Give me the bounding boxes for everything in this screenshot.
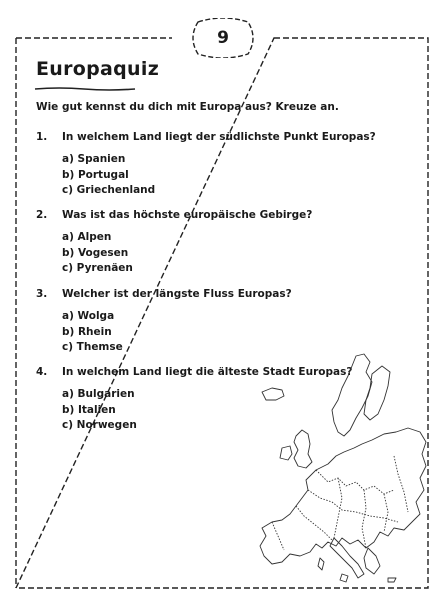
answers-1 <box>62 152 155 199</box>
page-title: Europaquiz <box>36 58 160 80</box>
europe-map-outline-icon <box>238 352 430 588</box>
answer-option[interactable]: c) Themse <box>62 341 123 353</box>
question-text: Welcher ist der längste Fluss Europas? <box>62 288 292 300</box>
page-number: 9 <box>217 28 229 48</box>
answers-2 <box>62 230 133 277</box>
answer-option[interactable]: a) Spanien <box>62 153 126 165</box>
question-number: 3. <box>36 288 48 300</box>
answer-option[interactable]: b) Rhein <box>62 325 112 338</box>
answer-option[interactable]: b) Portugal <box>62 168 129 181</box>
title-underline <box>34 86 136 92</box>
answer-option[interactable]: c) Pyrenäen <box>62 262 133 274</box>
answer-option[interactable]: a) Wolga <box>62 310 115 322</box>
question-3 <box>36 288 292 300</box>
question-number: 4. <box>36 366 48 378</box>
answers-4 <box>62 387 137 434</box>
answer-option[interactable]: c) Griechenland <box>62 184 156 196</box>
answer-option[interactable]: b) Vogesen <box>62 246 129 259</box>
question-text: Was ist das höchste europäische Gebirge? <box>62 209 313 221</box>
question-number: 2. <box>36 209 48 221</box>
answer-option[interactable]: c) Norwegen <box>62 419 137 431</box>
question-text: In welchem Land liegt die älteste Stadt Europas? <box>62 366 353 378</box>
page-number-badge <box>188 18 258 58</box>
answer-option[interactable]: a) Bulgarien <box>62 388 135 400</box>
question-text: In welchem Land liegt der südlichste Punkt Europas? <box>62 131 376 143</box>
question-2 <box>36 209 312 221</box>
answer-option[interactable]: b) Italien <box>62 403 116 416</box>
answer-option[interactable]: a) Alpen <box>62 231 112 243</box>
question-1 <box>36 131 376 143</box>
question-number: 1. <box>36 131 48 143</box>
intro-text: Wie gut kennst du dich mit Europa aus? Kreuze an. <box>36 101 339 113</box>
answers-3 <box>62 309 123 356</box>
